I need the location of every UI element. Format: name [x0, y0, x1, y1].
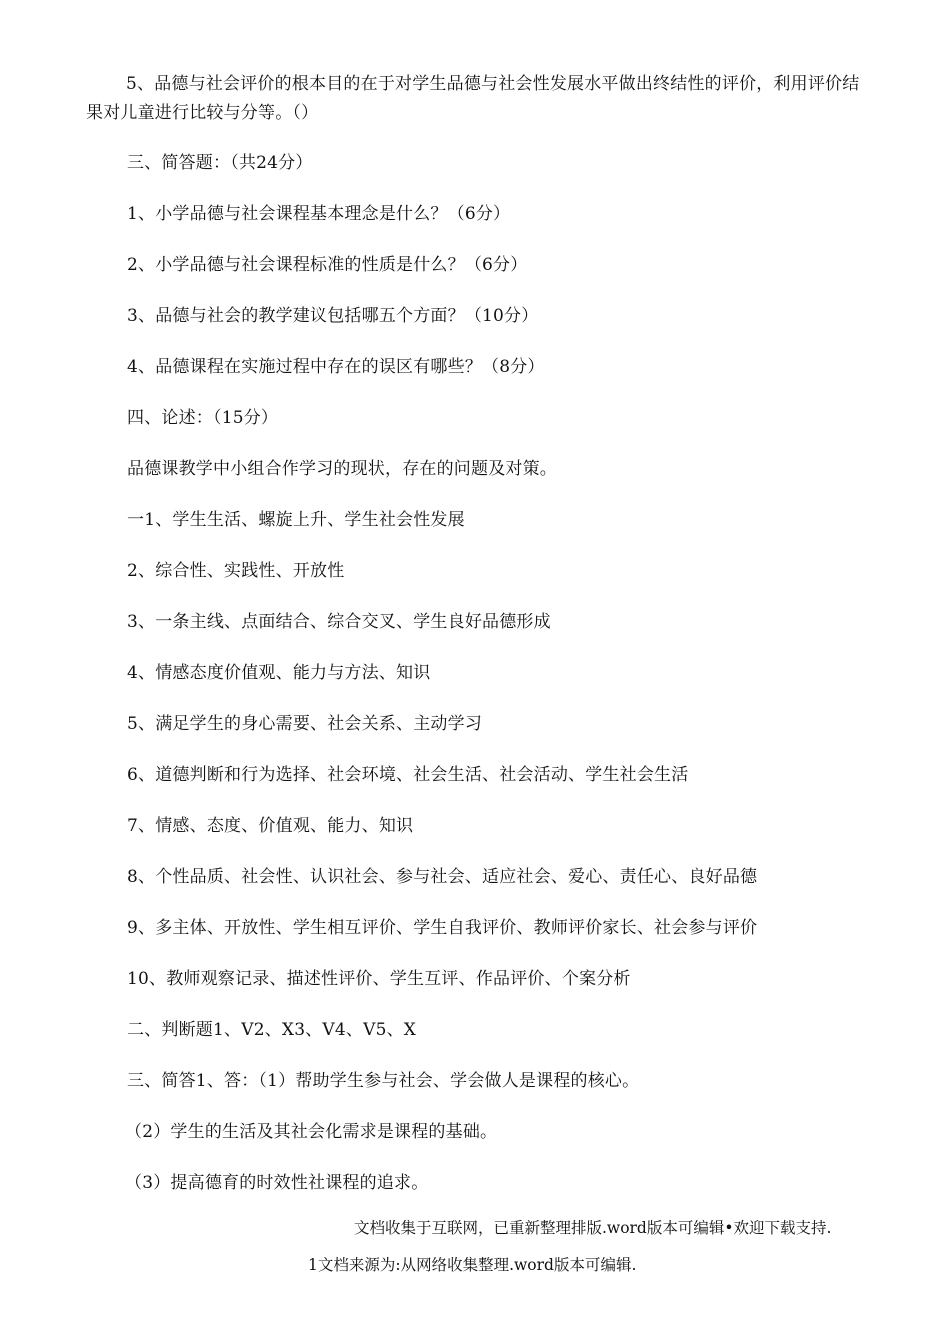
answer-line-5: 5、满足学生的身心需要、社会关系、主动学习: [127, 714, 483, 734]
essay-question: 品德课教学中小组合作学习的现状，存在的问题及对策。: [127, 459, 557, 479]
short-answer-question-4: 4、品德课程在实施过程中存在的误区有哪些？（8分）: [127, 357, 545, 377]
section-heading-essay: 四、论述：（15分）: [127, 408, 279, 428]
short-answer-question-1: 1、小学品德与社会课程基本理念是什么？（6分）: [127, 204, 511, 224]
short-answer-question-3: 3、品德与社会的教学建议包括哪五个方面？（10分）: [127, 306, 539, 326]
footer-source-note: 文档收集于互联网，已重新整理排版.word版本可编辑•欢迎下载支持.: [354, 1219, 832, 1237]
true-false-answers: 二、判断题1、V2、X3、V4、V5、X: [127, 1020, 417, 1040]
short-answer-response-1: 三、简答1、答：（1）帮助学生参与社会、学会做人是课程的核心。: [127, 1071, 640, 1091]
footer-page-note: 1文档来源为:从网络收集整理.word版本可编辑.: [308, 1256, 637, 1274]
answer-line-1: 一1、学生生活、螺旋上升、学生社会性发展: [127, 510, 465, 530]
short-answer-question-2: 2、小学品德与社会课程标准的性质是什么？（6分）: [127, 255, 528, 275]
answer-line-4: 4、情感态度价值观、能力与方法、知识: [127, 663, 431, 683]
short-answer-response-2: （2）学生的生活及其社会化需求是课程的基础。: [125, 1122, 498, 1142]
short-answer-response-3: （3）提高德育的时效性社课程的追求。: [125, 1173, 429, 1193]
answer-line-9: 9、多主体、开放性、学生相互评价、学生自我评价、教师评价家长、社会参与评价: [127, 918, 758, 938]
answer-line-3: 3、一条主线、点面结合、综合交叉、学生良好品德形成: [127, 612, 551, 632]
answer-line-6: 6、道德判断和行为选择、社会环境、社会生活、社会活动、学生社会生活: [127, 765, 689, 785]
answer-line-8: 8、个性品质、社会性、认识社会、参与社会、适应社会、爱心、责任心、良好品德: [127, 867, 758, 887]
answer-line-2: 2、综合性、实践性、开放性: [127, 561, 345, 581]
section-heading-short-answer: 三、简答题：（共24分）: [127, 153, 313, 173]
answer-line-7: 7、情感、态度、价值观、能力、知识: [127, 816, 414, 836]
answer-line-10: 10、教师观察记录、描述性评价、学生互评、作品评价、个案分析: [127, 969, 631, 989]
question-5-paragraph: 5、品德与社会评价的根本目的在于对学生品德与社会性发展水平做出终结性的评价，利用评价结果对儿童进行比较与分等。（）: [86, 74, 860, 123]
